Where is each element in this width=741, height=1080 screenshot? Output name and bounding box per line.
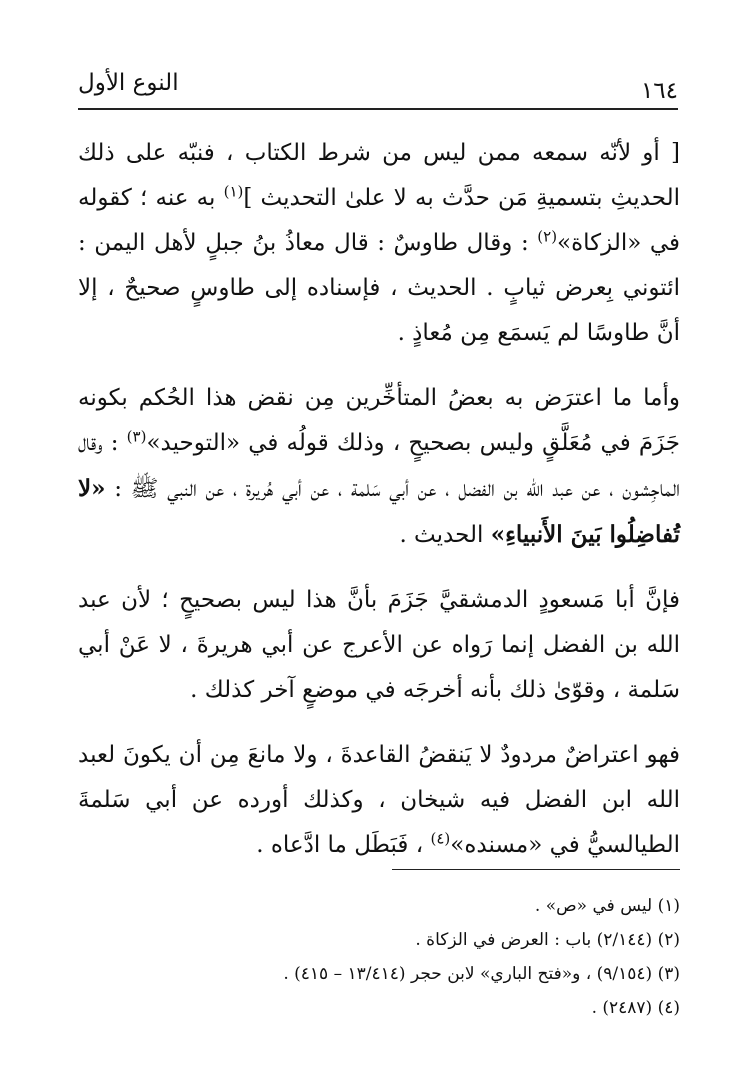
paragraph-1 <box>78 131 680 356</box>
hadith-quote: «لا تُفاضِلُوا بَينَ الأَنبياءِ» <box>78 475 680 548</box>
footnote-1: (١) ليس في «ص» . <box>534 896 680 916</box>
footnote-4: (٤) (٢٤٨٧) . <box>591 998 680 1018</box>
paragraph-4-text-a: فهو اعتراضٌ مردودٌ لا يَنقضُ القاعدةَ ، ولا مانعَ مِن أن يكونَ لعبد الله ابن الفضل فيه شيخان ، وكذلك أورده عن أبي سَلمةَ الطيالسيُّ في «مسنده» <box>78 742 680 858</box>
paragraph-2 <box>78 376 680 558</box>
paragraph-4-text-b: ، فَبَطَل ما ادَّعاه . <box>256 832 431 858</box>
paragraph-4 <box>78 733 680 868</box>
running-header <box>78 66 678 110</box>
footnote-ref-2: (٢) <box>537 227 558 246</box>
paragraph-2-text-a: وأما ما اعترَض به بعضُ المتأخِّرين مِن نقض هذا الحُكم بكونه جَزَمَ في مُعَلَّقٍ وليس بصحيحٍ ، وذلك قولُه في «التوحيد» <box>78 385 681 456</box>
footnote-ref-1: (١) <box>223 182 244 201</box>
paragraph-1-text-a: [ أو لأنّه سمعه ممن ليس من شرط الكتاب ، فنبّه على ذلك الحديثِ بتسميةِ مَن حدَّث به لا علىٰ التحديث ] <box>78 140 680 211</box>
footnote-3: (٣) (٩/١٥٤) ، و«فتح الباري» لابن حجر (١٣/٤١٤ – ٤١٥) . <box>283 964 680 984</box>
footnotes <box>78 889 680 1025</box>
main-text <box>78 131 680 868</box>
paragraph-2-text-b: : وقال الماجِشون ، عن عبد الله بن الفضل ، عن أبي سَلمة ، عن أبي هُريرة ، عن النبي ﷺ : <box>78 430 680 502</box>
paragraph-3: فإنَّ أبا مَسعودٍ الدمشقيَّ جَزَمَ بأنَّ هذا ليس بصحيحٍ ؛ لأن عبد الله بن الفضل إنما رَواه عن الأعرج عن أبي هريرةَ ، لا عَنْ أبي سَلمة ، وقوّىٰ ذلك بأنه أخرجَه في موضعٍ آخر كذلك . <box>78 587 680 703</box>
footnote-ref-3: (٣) <box>126 427 147 446</box>
page-number: ١٦٤ <box>640 78 678 104</box>
chapter-title: النوع الأول <box>78 70 179 96</box>
footnote-2: (٢) (٢/١٤٤) باب : العرض في الزكاة . <box>415 930 680 950</box>
paragraph-1-text-c: : وقال طاوسٌ : قال معاذُ بنُ جبلٍ لأهل اليمن : ائتوني بِعرض ثيابٍ . الحديث ، فإسناده إلى طاوسٍ صحيحٌ ، إلا أنَّ طاوسًا لم يَسمَع مِن مُعاذٍ . <box>78 230 680 346</box>
paragraph-1-text-b: به عنه ؛ كقوله في «الزكاة» <box>78 185 680 256</box>
footnote-divider <box>392 869 680 870</box>
footnote-ref-4: (٤) <box>430 829 451 848</box>
paragraph-2-text-c: الحديث . <box>399 522 491 548</box>
